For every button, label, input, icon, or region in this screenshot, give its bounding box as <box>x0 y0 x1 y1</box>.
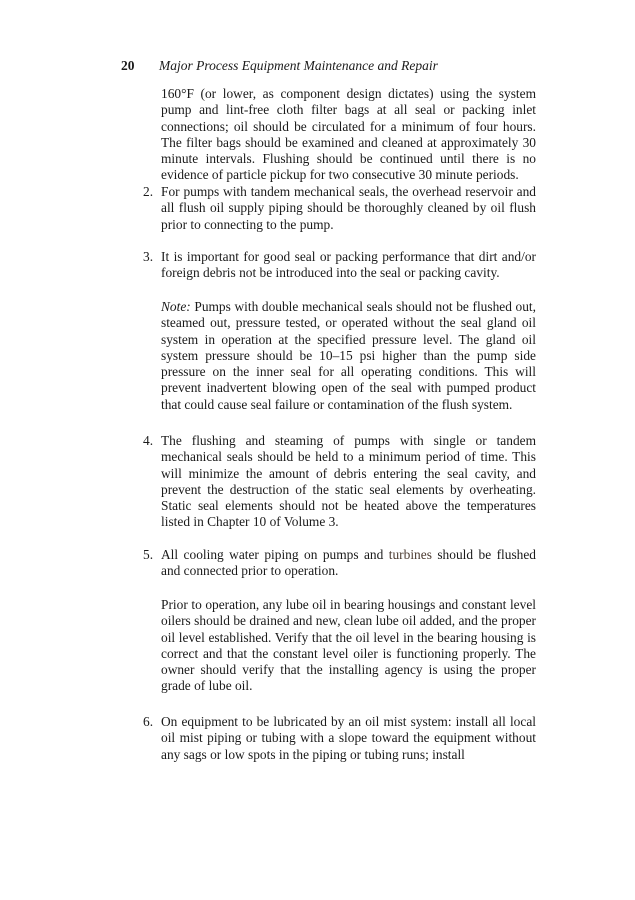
list-item-number: 6. <box>143 714 154 729</box>
lube-oil-paragraph: Prior to operation, any lube oil in bearing housings and constant level oilers should be drained and new, clean lube oil added, and the proper oil level established. Verify that the oil level in the bearing housing is correct and that the constant level oiler is functioning properly. The owner should verify that the installing agency is using the proper grade of lube oil. <box>161 597 536 694</box>
list-item-text: It is important for good seal or packing performance that dirt and/or foreign debris not be introduced into the seal or packing cavity. <box>161 249 536 281</box>
note-paragraph <box>161 299 536 413</box>
list-item-number: 4. <box>143 433 154 448</box>
list-item-text-after: should be flushed and connected prior to operation. <box>161 547 536 579</box>
list-item-3 <box>143 249 536 282</box>
list-item-2 <box>143 184 536 233</box>
list-item-6 <box>143 714 536 763</box>
page-header <box>121 58 551 78</box>
running-title: Major Process Equipment Maintenance and Repair <box>159 58 438 73</box>
list-item-number: 5. <box>143 547 154 562</box>
list-item-text: For pumps with tandem mechanical seals, the overhead reservoir and all flush oil supply piping should be thoroughly cleaned by oil flush prior to connecting to the pump. <box>161 184 536 232</box>
highlighted-word: turbines <box>388 547 432 562</box>
page-number: 20 <box>121 58 135 73</box>
list-item-text: On equipment to be lubricated by an oil mist system: install all local oil mist piping or tubing with a slope toward the equipment without any sags or low spots in the piping or tubing runs; install <box>161 714 536 762</box>
list-item-5 <box>143 547 536 580</box>
list-item-4 <box>143 433 536 531</box>
list-item-text <box>161 547 536 580</box>
list-item-number: 3. <box>143 249 154 264</box>
list-item-text-before: All cooling water piping on pumps and <box>161 547 389 562</box>
note-text: Pumps with double mechanical seals should not be flushed out, steamed out, pressure tested, or operated without the seal gland oil system in operation at the specified pressure level. The gland oil system pressure should be 10–15 psi higher than the pump side pressure on the inner seal for all operating conditions. This will prevent inadvertent blowing open of the seal with pumped product that could cause seal failure or contamination of the flush system. <box>161 299 536 412</box>
note-label: Note: <box>161 299 191 314</box>
continuation-paragraph: 160°F (or lower, as component design dictates) using the system pump and lint-free cloth filter bags at all seal or packing inlet connections; oil should be circulated for a minimum of four hours. The filter bags should be examined and cleaned at approximately 30 minute intervals. Flushing should be continued until there is no evidence of particle pickup for two consecutive 30 minute periods. <box>161 86 536 183</box>
list-item-number: 2. <box>143 184 154 199</box>
list-item-text: The flushing and steaming of pumps with single or tandem mechanical seals should be held to a minimum period of time. This will minimize the amount of debris entering the seal cavity, and prevent the destruction of the static seal elements by overheating. Static seal elements should not be heated above the temperatures listed in Chapter 10 of Volume 3. <box>161 433 536 530</box>
